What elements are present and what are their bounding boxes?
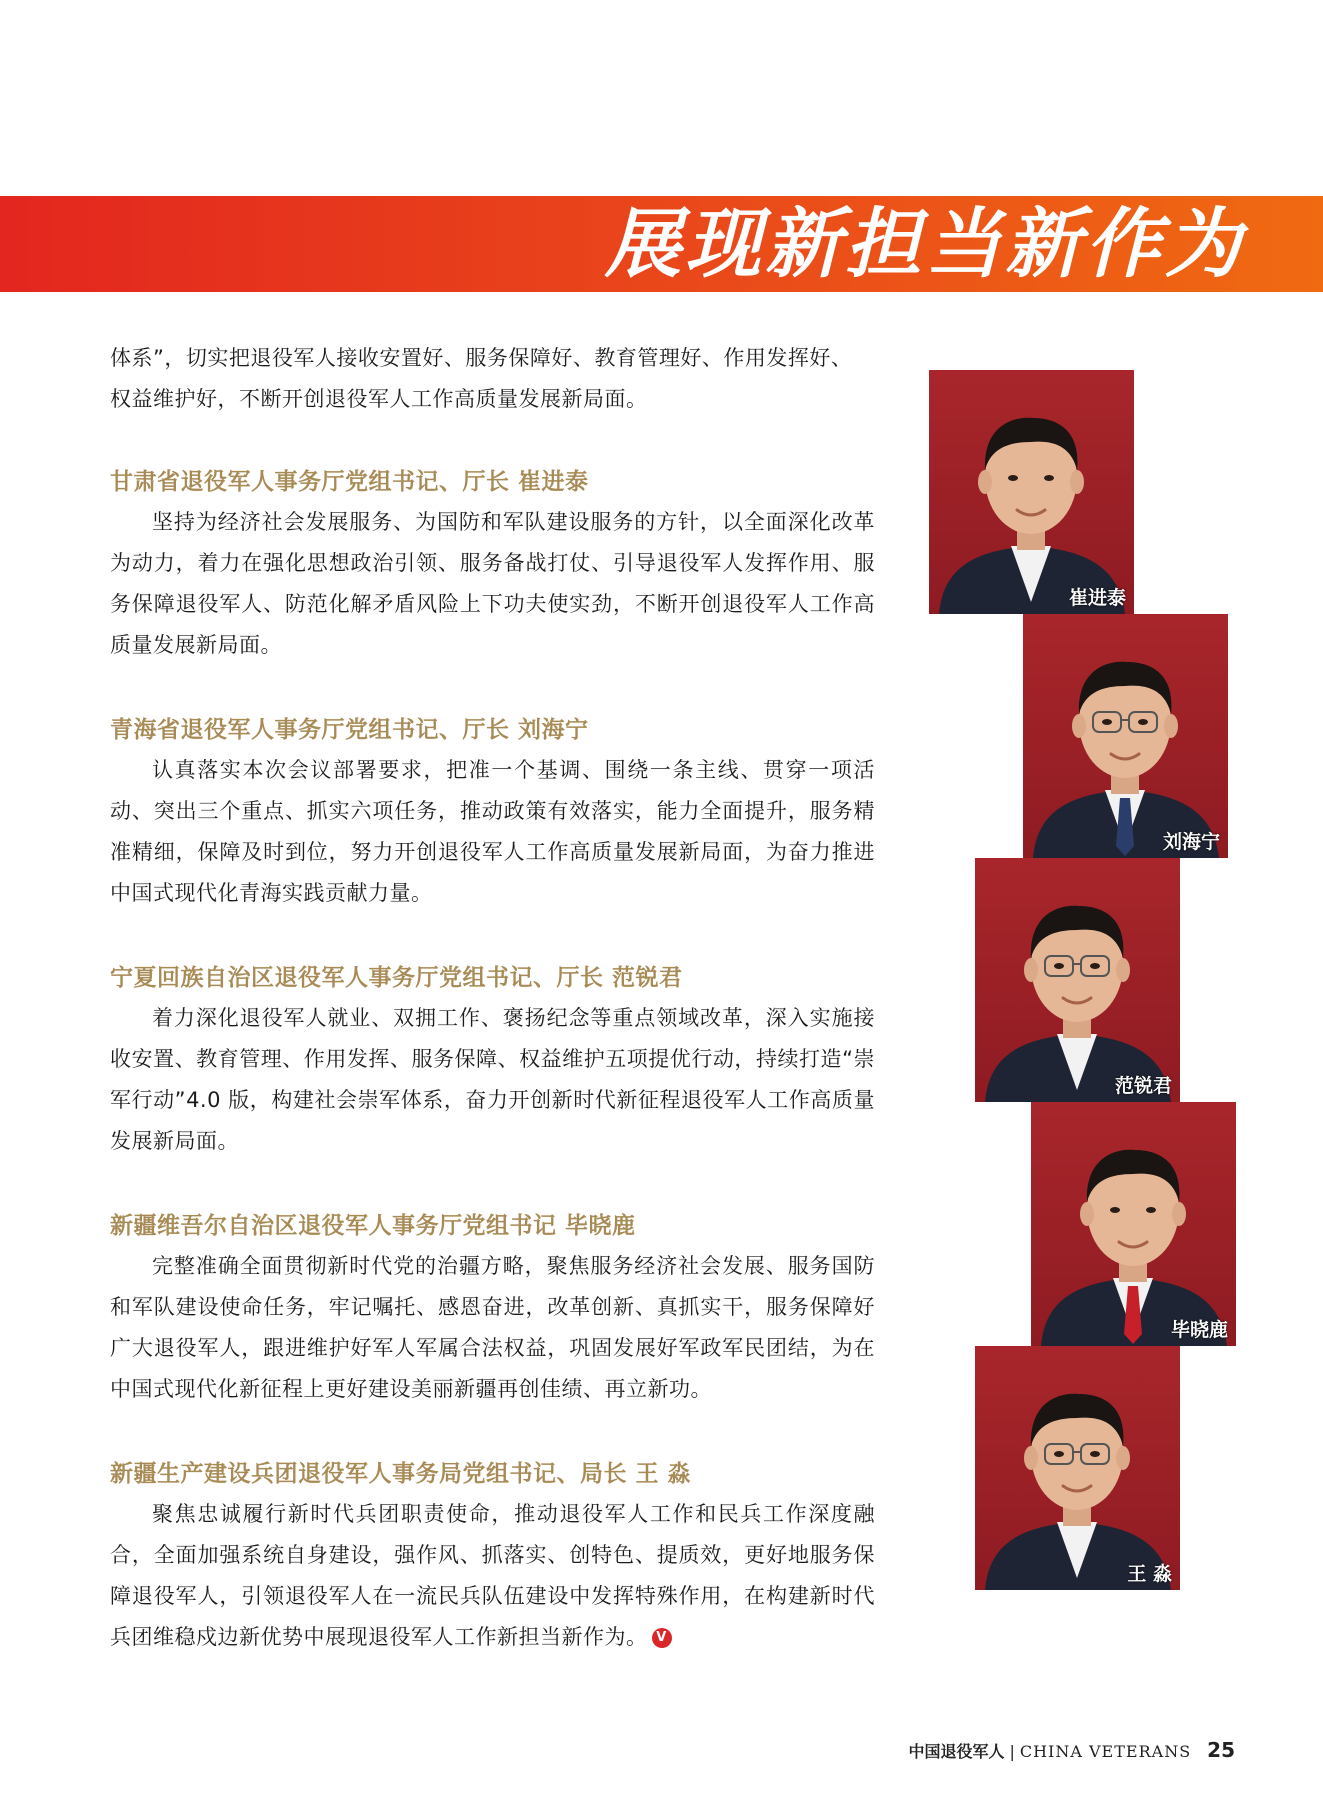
- intro-line-2: 权益维护好，不断开创退役军人工作高质量发展新局面。: [110, 387, 648, 411]
- portrait-name: 毕晓鹿: [1170, 1319, 1228, 1341]
- portrait-2: [1023, 614, 1228, 858]
- section-text: 认真落实本次会议部署要求，把准一个基调、围绕一条主线、贯穿一项活动、突出三个重点、抓实六项任务，推动政策有效落实，能力全面提升，服务精准精细，保障及时到位，努力开创退役军人工作高质量发展新局面，为奋力推进中国式现代化青海实践贡献力量。: [110, 758, 875, 905]
- section-text: 聚焦忠诚履行新时代兵团职责使命，推动退役军人工作和民兵工作深度融合，全面加强系统自身建设，强作风、抓落实、创特色、提质效，更好地服务保障退役军人，引领退役军人在一流民兵队伍建设中发挥特殊作用，在构建新时代兵团维稳戍边新优势中展现退役军人工作新担当新作为。 V: [110, 1502, 875, 1649]
- magazine-name-en: CHINA VETERANS: [1019, 1742, 1192, 1761]
- magazine-name-cn: 中国退役军人: [908, 1742, 1005, 1761]
- person-silhouette-icon: [1031, 1102, 1236, 1346]
- person-silhouette-icon: [975, 858, 1180, 1102]
- footer-separator: |: [1009, 1742, 1015, 1761]
- section-heading: 甘肃省退役军人事务厅党组书记、厅长 崔进泰: [110, 468, 589, 495]
- page-number: 25: [1207, 1738, 1235, 1762]
- portrait-3: [975, 858, 1180, 1102]
- person-silhouette-icon: [929, 370, 1134, 614]
- section-heading: 新疆生产建设兵团退役军人事务局党组书记、局长 王 淼: [110, 1460, 692, 1487]
- portrait-name: 崔进泰: [1068, 587, 1126, 609]
- portrait-5: [975, 1346, 1180, 1590]
- person-silhouette-icon: [975, 1346, 1180, 1590]
- portrait-name: 王 淼: [1127, 1563, 1172, 1585]
- title-banner: [0, 196, 1323, 292]
- section-heading: 新疆维吾尔自治区退役军人事务厅党组书记 毕晓鹿: [110, 1212, 636, 1239]
- section-xinjiang: [110, 1206, 875, 1410]
- intro-line-1: 体系”，切实把退役军人接收安置好、服务保障好、教育管理好、作用发挥好、: [110, 346, 853, 370]
- page-footer: [908, 1738, 1235, 1764]
- person-silhouette-icon: [1023, 614, 1228, 858]
- portrait-name: 范锐君: [1114, 1075, 1172, 1097]
- intro-text: [110, 338, 875, 420]
- section-text: 着力深化退役军人就业、双拥工作、褒扬纪念等重点领域改革，深入实施接收安置、教育管理、作用发挥、服务保障、权益维护五项提优行动，持续打造“崇军行动”4.0 版，构建社会崇军体系，奋力开创新时代新征程退役军人工作高质量发展新局面。: [110, 1006, 875, 1153]
- section-bingtuan: [110, 1454, 875, 1658]
- section-text: 坚持为经济社会发展服务、为国防和军队建设服务的方针，以全面深化改革为动力，着力在强化思想政治引领、服务备战打仗、引导退役军人发挥作用、服务保障退役军人、防范化解矛盾风险上下功夫使实劲，不断开创退役军人工作高质量发展新局面。: [110, 510, 875, 657]
- section-qinghai: [110, 710, 875, 914]
- section-heading: 青海省退役军人事务厅党组书记、厅长 刘海宁: [110, 716, 589, 743]
- section-text: 完整准确全面贯彻新时代党的治疆方略，聚焦服务经济社会发展、服务国防和军队建设使命任务，牢记嘱托、感恩奋进，改革创新、真抓实干，服务保障好广大退役军人，跟进维护好军人军属合法权益，巩固发展好军政军民团结，为在中国式现代化新征程上更好建设美丽新疆再创佳绩、再立新功。: [110, 1254, 875, 1401]
- portrait-4: [1031, 1102, 1236, 1346]
- portrait-name: 刘海宁: [1162, 831, 1220, 853]
- page-title: 展现新担当新作为: [605, 199, 1245, 288]
- portrait-1: [929, 370, 1134, 614]
- section-gansu: [110, 462, 875, 666]
- section-ningxia: [110, 958, 875, 1162]
- end-mark-icon: V: [652, 1628, 672, 1648]
- section-heading: 宁夏回族自治区退役军人事务厅党组书记、厅长 范锐君: [110, 964, 683, 991]
